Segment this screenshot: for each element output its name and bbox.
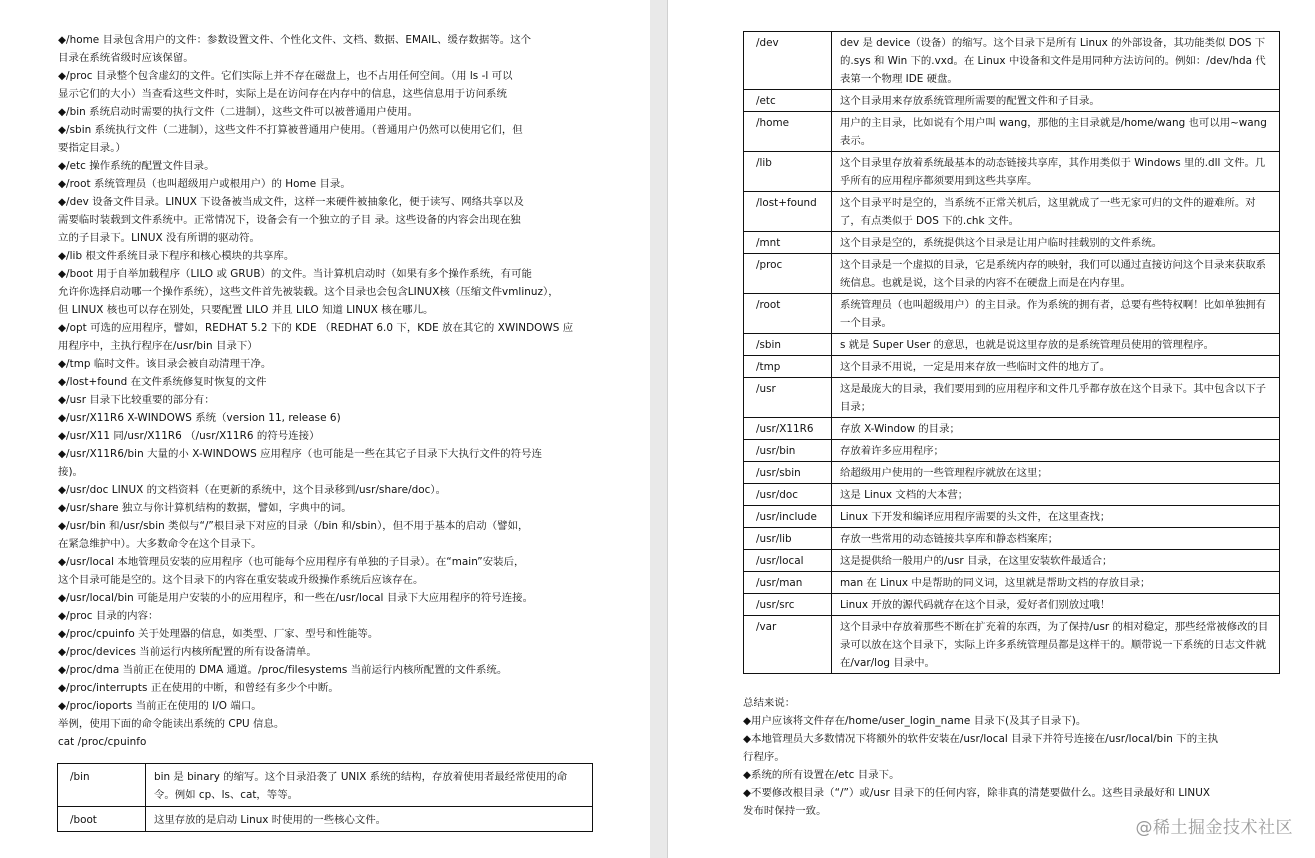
directory-description-cell: 系统管理员（也叫超级用户）的主目录。作为系统的拥有者，总要有些特权啊！比如单独拥有一个目录。	[832, 294, 1280, 334]
document-page-right	[668, 0, 1315, 858]
table-row	[744, 616, 1280, 674]
summary-section	[743, 694, 1288, 820]
body-text-line: 在紧急维护中）。大多数命令在这个目录下。	[58, 538, 262, 550]
directory-description-cell: 这个目录用来存放系统管理所需要的配置文件和子目录。	[832, 90, 1280, 112]
body-text-line: ◆/lost+found 在文件系统修复时恢复的文件	[58, 376, 267, 388]
body-text-line: 立的子目录下。LINUX 没有所谓的驱动符。	[58, 232, 261, 244]
body-text-line: ◆/proc/interrupts 正在使用的中断，和曾经有多少个中断。	[58, 682, 339, 694]
directory-description-cell: 这是最庞大的目录，我们要用到的应用程序和文件几乎都存放在这个目录下。其中包含以下子目录；	[832, 378, 1280, 418]
table-row	[744, 506, 1280, 528]
summary-line: 总结来说：	[743, 697, 796, 709]
body-text-line: ◆/usr/doc LINUX 的文档资料（在更新的系统中，这个目录移到/usr/share/doc）。	[58, 484, 447, 496]
body-text-line: ◆/home 目录包含用户的文件：参数设置文件、个性化文件、文档、数据、EMAIL、缓存数据等。这个	[58, 34, 532, 46]
table-row	[744, 418, 1280, 440]
table-row	[744, 594, 1280, 616]
body-text-line: ◆/proc/cpuinfo 关于处理器的信息，如类型、厂家、型号和性能等。	[58, 628, 379, 640]
table-row	[744, 528, 1280, 550]
summary-line: 行程序。	[743, 751, 785, 763]
directory-description-cell: dev 是 device（设备）的缩写。这个目录下是所有 Linux 的外部设备，其功能类似 DOS 下的.sys 和 Win 下的.vxd。在 Linux 中设备和文件是用同种方法访问的。例如：/dev/hda 代表第一个物理 IDE 硬盘。	[832, 32, 1280, 90]
table-row	[744, 550, 1280, 572]
directory-table-right	[743, 31, 1280, 674]
body-text-line: ◆/sbin 系统执行文件（二进制），这些文件不打算被普通用户使用。（普通用户仍然可以使用它们，但	[58, 124, 523, 136]
body-text-line: ◆/usr/X11R6/bin 大量的小 X-WINDOWS 应用程序（也可能是一些在其它子目录下大执行文件的符号连	[58, 448, 543, 460]
table-row	[58, 807, 593, 832]
directory-path-cell: /usr/man	[744, 572, 832, 594]
summary-line: 发布时保持一致。	[743, 805, 827, 817]
directory-description-cell: 这个目录不用说，一定是用来存放一些临时文件的地方了。	[832, 356, 1280, 378]
table-row	[744, 334, 1280, 356]
directory-description-cell: 这个目录里存放着系统最基本的动态链接共享库，其作用类似于 Windows 里的.dll 文件。几乎所有的应用程序都须要用到这些共享库。	[832, 152, 1280, 192]
directory-path-cell: /root	[744, 294, 832, 334]
body-text-line: ◆/boot 用于自举加载程序（LILO 或 GRUB）的文件。当计算机启动时（如果有多个操作系统，有可能	[58, 268, 532, 280]
directory-path-cell: /usr/X11R6	[744, 418, 832, 440]
table-row	[744, 112, 1280, 152]
left-page-text	[58, 31, 603, 751]
table-row	[744, 32, 1280, 90]
directory-description-cell: 用户的主目录，比如说有个用户叫 wang，那他的主目录就是/home/wang 也可以用~wang 表示。	[832, 112, 1280, 152]
body-text-line: ◆/usr/X11R6 X-WINDOWS 系统（version 11, release 6)	[58, 412, 341, 424]
body-text-line: 用程序中，主执行程序在/usr/bin 目录下）	[58, 340, 258, 352]
directory-table-left	[57, 763, 593, 832]
body-text-line: 显示它们的大小）当查看这些文件时，实际上是在访问存在内存中的信息，这些信息用于访问系统	[58, 88, 507, 100]
body-text-line: cat /proc/cpuinfo	[58, 736, 147, 748]
body-text-line: ◆/proc/devices 当前运行内核所配置的所有设备清单。	[58, 646, 317, 658]
directory-description-cell: s 就是 Super User 的意思，也就是说这里存放的是系统管理员使用的管理程序。	[832, 334, 1280, 356]
directory-path-cell: /usr/include	[744, 506, 832, 528]
directory-path-cell: /usr/bin	[744, 440, 832, 462]
directory-path-cell: /bin	[58, 764, 146, 807]
table-row	[744, 572, 1280, 594]
table-row	[744, 356, 1280, 378]
directory-path-cell: /etc	[744, 90, 832, 112]
directory-description-cell: 存放一些常用的动态链接共享库和静态档案库；	[832, 528, 1280, 550]
directory-path-cell: /var	[744, 616, 832, 674]
directory-description-cell: man 在 Linux 中是帮助的同义词，这里就是帮助文档的存放目录；	[832, 572, 1280, 594]
body-text-line: ◆/usr/local 本地管理员安装的应用程序（也可能每个应用程序有单独的子目录）。在“main”安装后，	[58, 556, 525, 568]
body-text-line: ◆/proc 目录整个包含虚幻的文件。它们实际上并不存在磁盘上，也不占用任何空间。（用 ls -l 可以	[58, 70, 513, 82]
directory-description-cell: 这是提供给一般用户的/usr 目录，在这里安装软件最适合；	[832, 550, 1280, 572]
summary-line: ◆系统的所有设置在/etc 目录下。	[743, 769, 900, 781]
body-text-line: ◆/usr/X11 同/usr/X11R6 （/usr/X11R6 的符号连接）	[58, 430, 320, 442]
body-text-line: ◆/lib 根文件系统目录下程序和核心模块的共享库。	[58, 250, 295, 262]
directory-description-cell: 给超级用户使用的一些管理程序就放在这里；	[832, 462, 1280, 484]
body-text-line: ◆/proc/dma 当前正在使用的 DMA 通道。/proc/filesystems 当前运行内核所配置的文件系统。	[58, 664, 508, 676]
table-row	[744, 294, 1280, 334]
directory-path-cell: /boot	[58, 807, 146, 832]
body-text-line: ◆/dev 设备文件目录。LINUX 下设备被当成文件，这样一来硬件被抽象化，便于读写、网络共享以及	[58, 196, 524, 208]
directory-path-cell: /usr/local	[744, 550, 832, 572]
body-text-line: 这个目录可能是空的。这个目录下的内容在重安装或升级操作系统后应该存在。	[58, 574, 424, 586]
body-text-line: ◆/usr/bin 和/usr/sbin 类似与“/”根目录下对应的目录（/bin 和/sbin），但不用于基本的启动（譬如，	[58, 520, 529, 532]
directory-path-cell: /dev	[744, 32, 832, 90]
table-row	[744, 378, 1280, 418]
body-text-line: ◆/proc/ioports 当前正在使用的 I/O 端口。	[58, 700, 262, 712]
table-row	[744, 232, 1280, 254]
directory-path-cell: /mnt	[744, 232, 832, 254]
body-text-line: 接)。	[58, 466, 83, 478]
directory-path-cell: /usr/sbin	[744, 462, 832, 484]
directory-description-cell: 这个目录平时是空的，当系统不正常关机后，这里就成了一些无家可归的文件的避难所。对了，有点类似于 DOS 下的.chk 文件。	[832, 192, 1280, 232]
directory-path-cell: /usr/doc	[744, 484, 832, 506]
table-row	[744, 462, 1280, 484]
body-text-line: 要指定目录。）	[58, 142, 126, 154]
table-row	[58, 764, 593, 807]
body-text-line: ◆/etc 操作系统的配置文件目录。	[58, 160, 215, 172]
summary-line: ◆用户应该将文件存在/home/user_login_name 目录下(及其子目录下)。	[743, 715, 1087, 727]
directory-description-cell: 这里存放的是启动 Linux 时使用的一些核心文件。	[146, 807, 593, 832]
table-row	[744, 254, 1280, 294]
table-row	[744, 152, 1280, 192]
table-row	[744, 440, 1280, 462]
summary-line: ◆不要修改根目录（“/”）或/usr 目录下的任何内容，除非真的清楚要做什么。这些目录最好和 LINUX	[743, 787, 1211, 799]
directory-path-cell: /proc	[744, 254, 832, 294]
body-text-line: ◆/usr/local/bin 可能是用户安装的小的应用程序，和一些在/usr/local 目录下大应用程序的符号连接。	[58, 592, 534, 604]
directory-path-cell: /lib	[744, 152, 832, 192]
directory-path-cell: /lost+found	[744, 192, 832, 232]
directory-description-cell: 存放 X-Window 的目录；	[832, 418, 1280, 440]
body-text-line: ◆/bin 系统启动时需要的执行文件（二进制），这些文件可以被普通用户使用。	[58, 106, 419, 118]
body-text-line: ◆/tmp 临时文件。该目录会被自动清理干净。	[58, 358, 272, 370]
body-text-line: 举例，使用下面的命令能读出系统的 CPU 信息。	[58, 718, 285, 730]
directory-description-cell: bin 是 binary 的缩写。这个目录沿袭了 UNIX 系统的结构，存放着使用者最经常使用的命令。例如 cp、ls、cat，等等。	[146, 764, 593, 807]
directory-description-cell: 这是 Linux 文档的大本营；	[832, 484, 1280, 506]
table-row	[744, 484, 1280, 506]
body-text-line: ◆/usr/share 独立与你计算机结构的数据，譬如，字典中的词。	[58, 502, 352, 514]
directory-path-cell: /usr	[744, 378, 832, 418]
document-page-left	[0, 0, 650, 858]
table-row	[744, 192, 1280, 232]
directory-path-cell: /sbin	[744, 334, 832, 356]
directory-description-cell: Linux 下开发和编译应用程序需要的头文件，在这里查找；	[832, 506, 1280, 528]
body-text-line: 但 LINUX 核也可以存在别处，只要配置 LILO 并且 LILO 知道 LINUX 核在哪儿。	[58, 304, 434, 316]
body-text-line: ◆/root 系统管理员（也叫超级用户或根用户）的 Home 目录。	[58, 178, 351, 190]
body-text-line: ◆/opt 可选的应用程序，譬如，REDHAT 5.2 下的 KDE （REDHAT 6.0 下，KDE 放在其它的 XWINDOWS 应	[58, 322, 574, 334]
directory-description-cell: 存放着许多应用程序；	[832, 440, 1280, 462]
body-text-line: ◆/usr 目录下比较重要的部分有：	[58, 394, 215, 406]
directory-description-cell: Linux 开放的源代码就存在这个目录，爱好者们别放过哦！	[832, 594, 1280, 616]
directory-path-cell: /usr/lib	[744, 528, 832, 550]
summary-line: ◆本地管理员大多数情况下将额外的软件安装在/usr/local 目录下并符号连接在/usr/local/bin 下的主执	[743, 733, 1219, 745]
directory-path-cell: /tmp	[744, 356, 832, 378]
body-text-line: 允许你选择启动哪一个操作系统），这些文件首先被装载。这个目录也会包含LINUX核（压缩文件vmlinuz），	[58, 286, 559, 298]
watermark: @稀土掘金技术社区	[1135, 818, 1293, 838]
directory-description-cell: 这个目录中存放着那些不断在扩充着的东西，为了保持/usr 的相对稳定，那些经常被修改的目录可以放在这个目录下，实际上许多系统管理员都是这样干的。顺带说一下系统的日志文件就在/var/log 目录中。	[832, 616, 1280, 674]
body-text-line: 需要临时装载到文件系统中。正常情况下，设备会有一个独立的子目 录。这些设备的内容会出现在独	[58, 214, 521, 226]
directory-description-cell: 这个目录是空的，系统提供这个目录是让用户临时挂载别的文件系统。	[832, 232, 1280, 254]
directory-path-cell: /usr/src	[744, 594, 832, 616]
directory-description-cell: 这个目录是一个虚拟的目录，它是系统内存的映射，我们可以通过直接访问这个目录来获取系统信息。也就是说，这个目录的内容不在硬盘上而是在内存里。	[832, 254, 1280, 294]
body-text-line: 目录在系统省级时应该保留。	[58, 52, 194, 64]
table-row	[744, 90, 1280, 112]
directory-path-cell: /home	[744, 112, 832, 152]
body-text-line: ◆/proc 目录的内容：	[58, 610, 159, 622]
